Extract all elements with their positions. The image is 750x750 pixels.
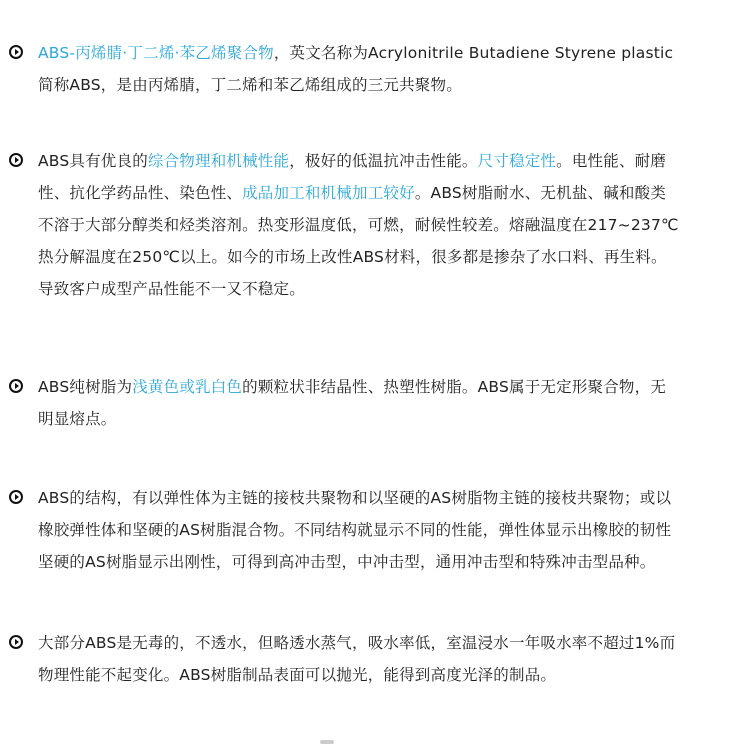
body-text: 的颗粒状非结晶性、热塑性树脂。ABS属于无定形聚合物，无 xyxy=(242,378,667,396)
highlight-text: ABS-丙烯腈·丁二烯·苯乙烯聚合物 xyxy=(38,44,274,62)
paragraph-text xyxy=(38,37,718,101)
body-text: 热分解温度在250℃以上。如今的市场上改性ABS材料，很多都是掺杂了水口料、再生料。 xyxy=(38,248,667,266)
highlight-text: 尺寸稳定性 xyxy=(477,152,557,170)
body-text: 明显熔点。 xyxy=(38,410,117,428)
body-text: 。ABS树脂耐水、无机盐、碱和酸类 xyxy=(414,184,667,202)
paragraph-line xyxy=(38,241,718,273)
body-text: 简称ABS，是由丙烯腈，丁二烯和苯乙烯组成的三元共聚物。 xyxy=(38,76,462,94)
body-text: 大部分ABS是无毒的，不透水，但略透水蒸气，吸水率低，室温浸水一年吸水率不超过1%而 xyxy=(38,634,676,652)
circled-right-arrow-icon xyxy=(9,490,23,504)
body-text: 性、抗化学药品性、染色性、 xyxy=(38,184,243,202)
bottom-divider-mark xyxy=(320,740,334,744)
paragraph-line xyxy=(38,69,718,101)
paragraph-line xyxy=(38,659,718,691)
body-text: 。电性能、耐磨 xyxy=(556,152,667,170)
paragraph-text xyxy=(38,627,718,691)
circled-right-arrow-icon xyxy=(9,45,23,59)
paragraph-line xyxy=(38,514,718,546)
paragraph-text xyxy=(38,482,718,578)
paragraph-line xyxy=(38,273,718,305)
body-text: ，极好的低温抗冲击性能。 xyxy=(289,152,478,170)
paragraph-line xyxy=(38,403,718,435)
paragraph-line xyxy=(38,145,718,177)
paragraph-text xyxy=(38,145,718,305)
body-text: ABS的结构，有以弹性体为主链的接枝共聚物和以坚硬的AS树脂物主链的接枝共聚物；或以 xyxy=(38,489,672,507)
body-text: 不溶于大部分醇类和烃类溶剂。热变形温度低，可燃，耐候性较差。熔融温度在217~237℃ xyxy=(38,216,679,234)
body-text: 物理性能不起变化。ABS树脂制品表面可以抛光，能得到高度光泽的制品。 xyxy=(38,666,557,684)
highlight-text: 综合物理和机械性能 xyxy=(147,152,290,170)
paragraph-line xyxy=(38,546,718,578)
body-text: 坚硬的AS树脂显示出刚性，可得到高冲击型，中冲击型，通用冲击型和特殊冲击型品种。 xyxy=(38,553,656,571)
paragraph-text xyxy=(38,371,718,435)
paragraph-line xyxy=(38,627,718,659)
body-text: ABS纯树脂为 xyxy=(38,378,133,396)
paragraph-line xyxy=(38,177,718,209)
highlight-text: 浅黄色或乳白色 xyxy=(132,378,243,396)
body-text: ，英文名称为Acrylonitrile Butadiene Styrene plastic xyxy=(273,44,674,62)
circled-right-arrow-icon xyxy=(9,153,23,167)
paragraph-line xyxy=(38,371,718,403)
body-text: 导致客户成型产品性能不一又不稳定。 xyxy=(38,280,305,298)
body-text: 橡胶弹性体和坚硬的AS树脂混合物。不同结构就显示不同的性能，弹性体显示出橡胶的韧性 xyxy=(38,521,672,539)
highlight-text: 成品加工和机械加工较好 xyxy=(242,184,415,202)
body-text: ABS具有优良的 xyxy=(38,152,148,170)
paragraph-line xyxy=(38,482,718,514)
circled-right-arrow-icon xyxy=(9,635,23,649)
circled-right-arrow-icon xyxy=(9,379,23,393)
paragraph-line xyxy=(38,37,718,69)
paragraph-line xyxy=(38,209,718,241)
